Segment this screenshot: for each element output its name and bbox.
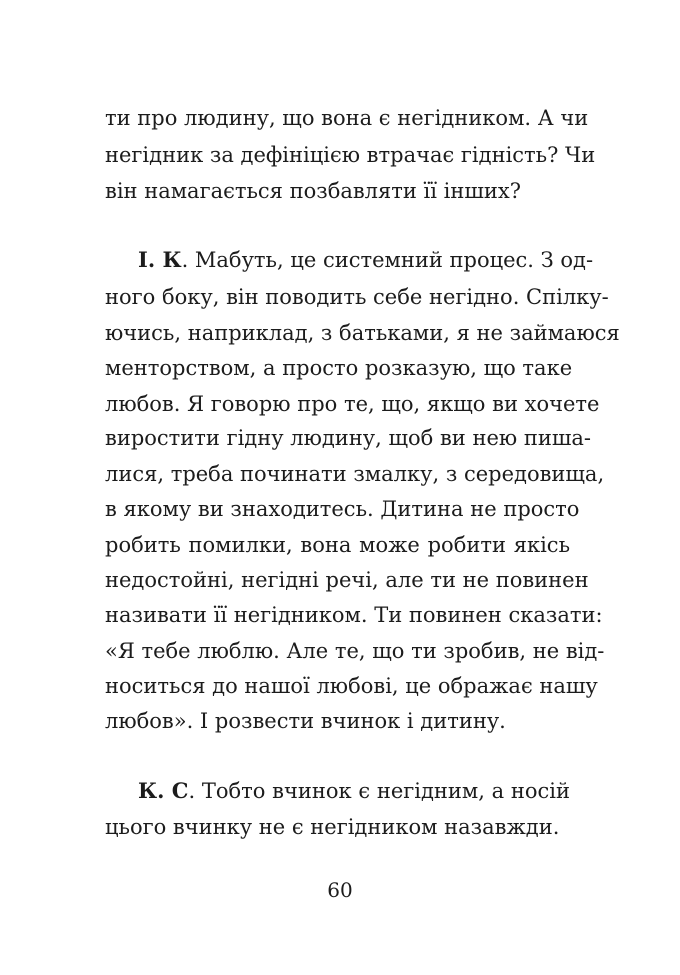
text-line: менторством, а просто розказую, що таке [105, 356, 573, 380]
text-line: він намагається позбавляти її інших? [105, 179, 522, 203]
text-line [138, 245, 594, 275]
text-line: робить помилки, вона може робити якісь [105, 533, 570, 557]
speaker-initials: К. С [138, 778, 189, 803]
text-line: «Я тебе люблю. Але те, що ти зробив, не від- [105, 639, 605, 663]
text-line [138, 776, 570, 806]
text-line: ного боку, він поводить себе негідно. Спілку- [105, 285, 609, 309]
text-fragment: . Мабуть, це системний процес. З од- [181, 248, 594, 272]
speaker-initials: І. К [138, 247, 182, 272]
text-line: цього вчинку не є негідником назавжди. [105, 815, 560, 839]
text-line: любов. Я говорю про те, що, якщо ви хочете [105, 392, 600, 416]
text-line: називати її негідником. Ти повинен сказати: [105, 603, 603, 627]
text-line: ти про людину, що вона є негідником. А чи [105, 106, 589, 130]
page-number: 60 [327, 878, 353, 902]
text-line: любов». І розвести вчинок і дитину. [105, 709, 506, 733]
text-line: виростити гідну людину, щоб ви нею пиша- [105, 426, 591, 450]
text-line: недостойні, негідні речі, але ти не повинен [105, 568, 589, 592]
text-line: негідник за дефініцією втрачає гідність? Чи [105, 143, 596, 167]
text-line: лися, треба починати змалку, з середовища, [105, 462, 605, 486]
text-line: ючись, наприклад, з батьками, я не займаюся [105, 321, 620, 345]
text-fragment: . Тобто вчинок є негідним, а носій [188, 779, 570, 803]
text-line: носиться до нашої любові, це ображає нашу [105, 674, 598, 698]
text-line: в якому ви знаходитесь. Дитина не просто [105, 497, 580, 521]
